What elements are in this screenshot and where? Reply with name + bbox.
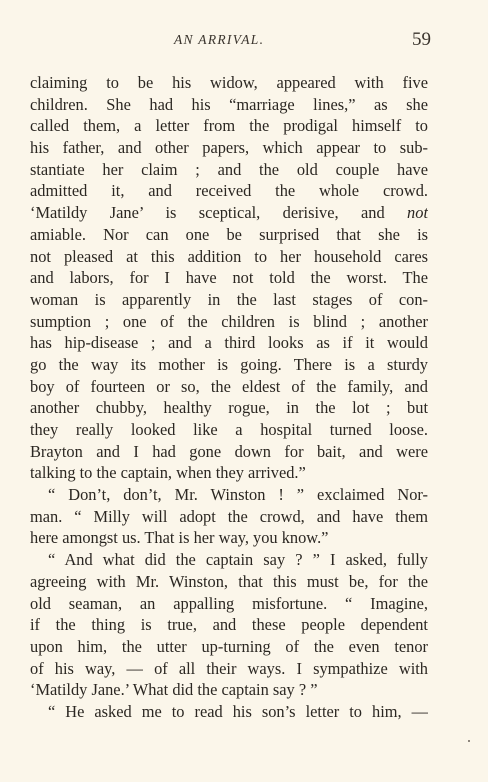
- text-line: boy of fourteen or so, the eldest of the family, and: [30, 376, 428, 396]
- text-segment: ‘Matildy Jane’ is sceptical, derisive, and: [30, 203, 408, 223]
- text-line: woman is apparently in the last stages of con-: [30, 289, 428, 309]
- text-line: stantiate her claim ; and the old couple have: [30, 159, 428, 179]
- paper-speck: [468, 740, 470, 742]
- text-line: of his way, — of all their ways. I sympathize with: [30, 658, 428, 678]
- text-line: amiable. Nor can one be surprised that she is: [30, 224, 428, 244]
- text-line: sumption ; one of the children is blind ; another: [30, 311, 428, 331]
- text-line: “ And what did the captain say ? ” I asked, fully: [48, 550, 428, 570]
- text-line: if the thing is true, and these people dependent: [30, 615, 428, 635]
- text-line: “ Don’t, don’t, Mr. Winston ! ” exclaimed Nor-: [48, 485, 428, 505]
- text-line: and labors, for I have not told the worst. The: [30, 268, 428, 288]
- page-number: 59: [412, 29, 431, 50]
- text-line: here amongst us. That is her way, you know.”: [30, 528, 329, 548]
- body-text: [30, 72, 428, 723]
- text-line: they really looked like a hospital turned loose.: [30, 420, 428, 439]
- text-line: agreeing with Mr. Winston, that this must be, for the: [30, 571, 428, 591]
- text-line: children. She had his “marriage lines,” as she: [30, 94, 428, 114]
- running-title: AN ARRIVAL.: [174, 32, 265, 47]
- running-head: [0, 30, 488, 54]
- text-line: another chubby, healthy rogue, in the lot ; but: [30, 398, 428, 418]
- text-line: talking to the captain, when they arrived.”: [30, 463, 306, 483]
- text-line: has hip-disease ; and a third looks as if it would: [30, 333, 428, 353]
- text-line: man. “ Milly will adopt the crowd, and have them: [30, 506, 428, 526]
- emphasis-text: not: [407, 203, 428, 223]
- text-line: called them, a letter from the prodigal himself to: [30, 116, 428, 136]
- text-line: go the way its mother is going. There is a sturdy: [30, 354, 428, 374]
- text-line: admitted it, and received the whole crowd.: [30, 181, 428, 201]
- text-line: upon him, the utter up-turning of the even tenor: [30, 636, 428, 656]
- text-line: “ He asked me to read his son’s letter to him, —: [48, 701, 428, 721]
- text-line: claiming to be his widow, appeared with five: [30, 73, 428, 92]
- text-line: Brayton and I had gone down for bait, and were: [30, 441, 428, 461]
- text-line: [30, 202, 428, 224]
- text-line: not pleased at this addition to her household cares: [30, 246, 428, 266]
- text-line: ‘Matildy Jane.’ What did the captain say ? ”: [30, 680, 318, 700]
- text-line: his father, and other papers, which appear to sub-: [30, 138, 428, 158]
- text-line: old seaman, an appalling misfortune. “ Imagine,: [30, 593, 428, 613]
